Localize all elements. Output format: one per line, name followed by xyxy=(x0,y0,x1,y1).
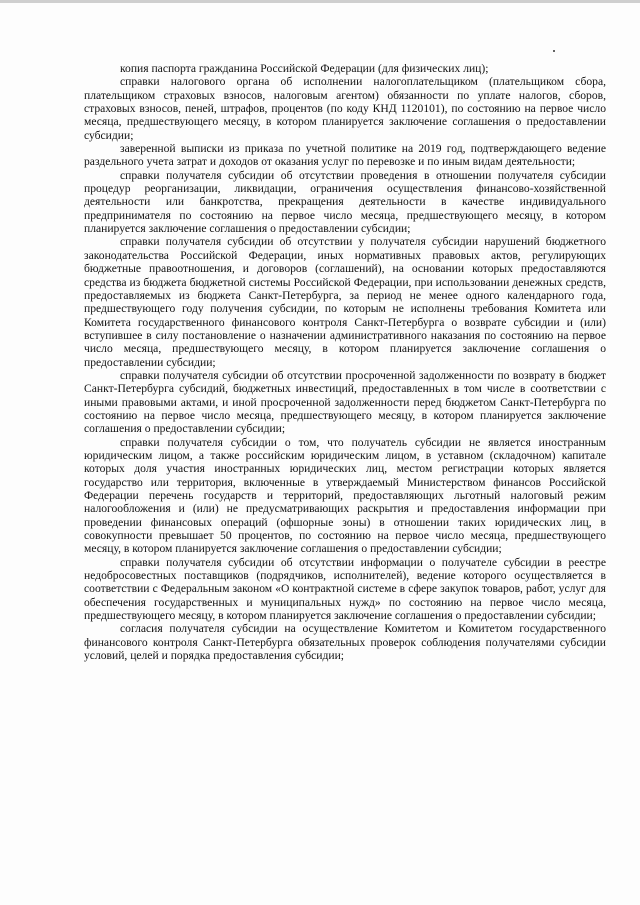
paragraph-passport-copy: копия паспорта гражданина Российской Федерации (для физических лиц); xyxy=(120,62,489,75)
document-body xyxy=(84,62,606,662)
scan-top-edge xyxy=(0,0,640,3)
scan-speck xyxy=(553,50,555,52)
paragraph-accounting-policy: заверенной выписки из приказа по учетной политике на 2019 год, подтверждающего ведение раздельного учета затрат и доходов от оказания услуг по перевозке и по иным видам деятельности; xyxy=(84,142,606,169)
paragraph-tax-certificate: справки налогового органа об исполнении налогоплательщиком (плательщиком сбора, плательщиком страховых взносов, налоговым агентом) обязанности по уплате налогов, сборов, страховых взносов, пеней, штрафов, процентов (по коду КНД 1120101), по состоянию на первое число месяца, предшествующего месяцу, в котором планируется заключение соглашения о предоставлении субсидии; xyxy=(84,75,606,142)
paragraph-no-reorganization: справки получателя субсидии об отсутствии проведения в отношении получателя субсидии процедур реорганизации, ликвидации, ограничения осуществления финансово-хозяйственной деятельности или банкротства, прекращения деятельности в качестве индивидуального предпринимателя по состоянию на первое число месяца, предшествующего месяцу, в котором планируется заключение соглашения о предоставлении субсидии; xyxy=(84,168,606,236)
paragraph-not-in-registry: справки получателя субсидии об отсутствии информации о получателе субсидии в реестре недобросовестных поставщиков (подрядчиков, исполнителей), ведение которого осуществляется в соответствии с Федеральным законом «О контрактной системе в сфере закупок товаров, работ, услуг для обеспечения государственных и муниципальных нужд» по состоянию на первое число месяца, предшествующего месяцу, в котором планируется заключение соглашения о предоставлении субсидии; xyxy=(84,555,606,623)
paragraph-no-budget-violations: справки получателя субсидии об отсутствии у получателя субсидии нарушений бюджетного законодательства Российской Федерации, иных нормативных правовых актов, регулирующих бюджетные правоотношения, и договоров (соглашений), на основании которых предоставляются средства из бюджета бюджетной системы Российской Федерации, при использовании денежных средств, предоставляемых из бюджета Санкт-Петербурга, за период не менее одного календарного года, предшествующего году получения субсидии, по которым не исполнены требования Комитета или Комитета государственного финансового контроля Санкт-Петербурга о возврате субсидии и (или) вступившее в силу постановление о назначении административного наказания по состоянию на первое число месяца, предшествующего месяцу, в котором планируется заключение соглашения о предоставлении субсидии; xyxy=(84,235,606,369)
paragraph-consent-inspections: согласия получателя субсидии на осуществление Комитетом и Комитетом государственного финансового контроля Санкт-Петербурга обязательных проверок соблюдения получателями субсидии условий, целей и порядка предоставления субсидии; xyxy=(84,622,606,663)
paragraph-no-overdue-debt: справки получателя субсидии об отсутствии просроченной задолженности по возврату в бюджет Санкт-Петербурга субсидий, бюджетных инвестиций, предоставленных в том числе в соответствии с иными правовыми актами, и иной просроченной задолженности перед бюджетом Санкт-Петербурга по состоянию на первое число месяца, предшествующего месяцу, в котором планируется заключение соглашения о предоставлении субсидии; xyxy=(84,368,606,436)
paragraph-not-foreign-entity: справки получателя субсидии о том, что получатель субсидии не является иностранным юридическим лицом, а также российским юридическим лицом, в уставном (складочном) капитале которых доля участия иностранных юридических лиц, местом регистрации которых является государство или территория, включенные в утверждаемый Министерством финансов Российской Федерации перечень государств и территорий, предоставляющих льготный налоговый режим налогообложения и (или) не предусматривающих раскрытия и предоставления информации при проведении финансовых операций (офшорные зоны) в отношении таких юридических лиц, в совокупности превышает 50 процентов, по состоянию на первое число месяца, предшествующего месяцу, в котором планируется заключение соглашения о предоставлении субсидии; xyxy=(84,435,606,556)
